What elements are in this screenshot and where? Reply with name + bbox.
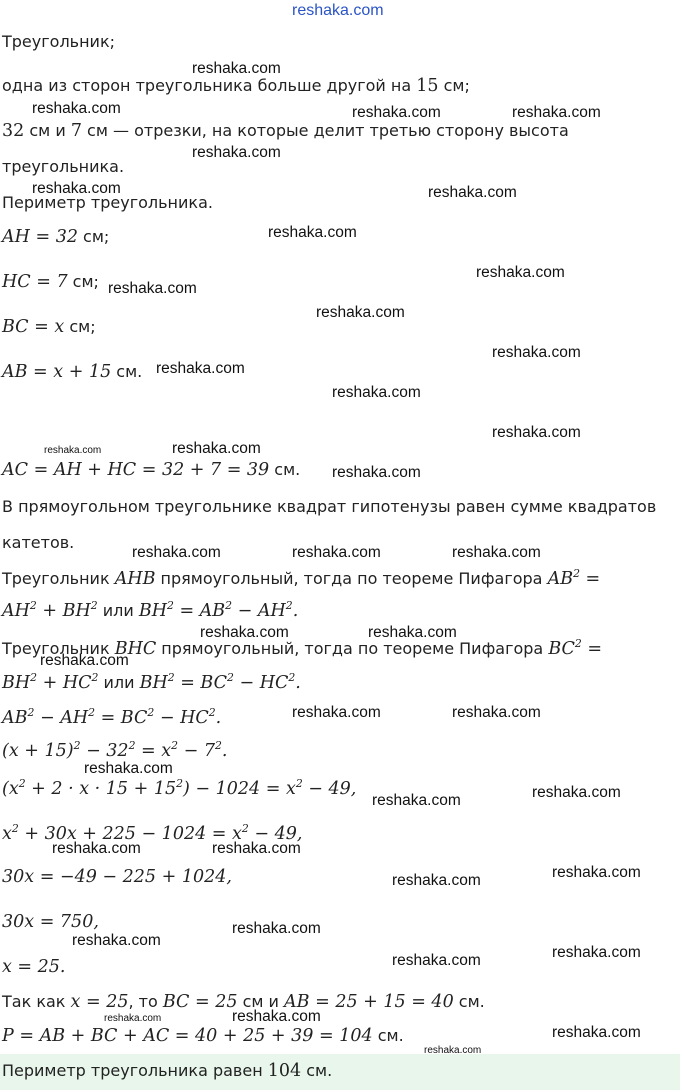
watermark: reshaka.com [172,440,261,457]
equation-3: $(x^2 + 2 \cdot x \cdot 15 + 15^2) - 1024 = x^2 - 49$, [2,777,357,799]
given-line-1: одна из сторон треугольника больше другой на 15 см; [2,76,470,96]
pythagoras-line-1: В прямоугольном треугольнике квадрат гипотенузы равен сумме квадратов [2,497,657,516]
conclusion-line: Так как x = 25, то BC = 25 см и AB = 25 + 15 = 40 см. [2,992,485,1012]
equation-2: $(x + 15)^2 - 32^2 = x^2 - 7^2$. [2,739,228,761]
eq-ah: AH = 32 см; [2,227,110,247]
watermark: reshaka.com [452,544,541,561]
watermark: reshaka.com [40,652,129,669]
eq-hc: HC = 7 см; [2,272,99,292]
watermark: reshaka.com [52,840,141,857]
watermark: reshaka.com [476,264,565,281]
watermark: reshaka.com [532,784,621,801]
watermark: reshaka.com [108,280,197,297]
watermark: reshaka.com [552,944,641,961]
watermark: reshaka.com [232,920,321,937]
watermark: reshaka.com [156,360,245,377]
pythagoras-line-2: катетов. [2,533,75,552]
perimeter-line: P = AB + BC + AC = 40 + 25 + 39 = 104 см. [2,1026,404,1046]
watermark: reshaka.com [332,384,421,401]
watermark: reshaka.com [428,184,517,201]
watermark: reshaka.com [452,704,541,721]
watermark: reshaka.com [32,100,121,117]
watermark: reshaka.com [232,1008,321,1025]
watermark: reshaka.com [268,224,357,241]
given-line-2: 32 см и 7 см — отрезки, на которые делит третью сторону высота [2,121,569,141]
watermark: reshaka.com [552,864,641,881]
watermark: reshaka.com [72,932,161,949]
equation-1: $AB^2 - AH^2 = BC^2 - HC^2$. [2,706,222,728]
watermark: reshaka.com [512,104,601,121]
watermark: reshaka.com [44,445,102,456]
equation-4: $x^2 + 30x + 225 - 1024 = x^2 - 49$, [2,822,303,844]
watermark: reshaka.com [552,1024,641,1041]
find-line: Периметр треугольника. [2,193,213,212]
watermark: reshaka.com [132,544,221,561]
watermark: reshaka.com [200,624,289,641]
given-line-2b: треугольника. [2,157,125,176]
watermark: reshaka.com [84,760,173,777]
watermark: reshaka.com [104,1013,162,1024]
watermark: reshaka.com [292,544,381,561]
equation-6: 30x = 750, [2,912,99,932]
watermark: reshaka.com [352,104,441,121]
watermark: reshaka.com [332,464,421,481]
eq-ac: AC = AH + HC = 32 + 7 = 39 см. [2,460,301,480]
triangle-bhc-line: Треугольник BHC прямоугольный, тогда по теореме Пифагора $BC^2$ = [2,637,603,659]
watermark: reshaka.com [292,704,381,721]
triangle-ahb-line-2: $AH^2 + BH^2$ или $BH^2 = AB^2 - AH^2$. [2,599,299,621]
watermark: reshaka.com [424,1045,482,1056]
watermark: reshaka.com [368,624,457,641]
site-watermark-link[interactable]: reshaka.com [292,2,384,19]
watermark: reshaka.com [212,840,301,857]
watermark: reshaka.com [32,180,121,197]
watermark: reshaka.com [192,144,281,161]
watermark: reshaka.com [492,344,581,361]
watermark: reshaka.com [192,60,281,77]
equation-5: 30x = −49 − 225 + 1024, [2,867,232,887]
watermark: reshaka.com [492,424,581,441]
answer-box [0,1054,680,1090]
triangle-ahb-line: Треугольник AHB прямоугольный, тогда по теореме Пифагора $AB^2$ = [2,567,601,589]
watermark: reshaka.com [392,872,481,889]
answer-text: Периметр треугольника равен 104 см. [2,1061,333,1081]
eq-ab: AB = x + 15 см. [2,362,143,382]
eq-bc: BC = x см; [2,317,96,337]
triangle-bhc-line-2: $BH^2 + HC^2$ или $BH^2 = BC^2 - HC^2$. [2,671,301,693]
equation-7: x = 25. [2,957,66,977]
watermark: reshaka.com [316,304,405,321]
watermark: reshaka.com [392,952,481,969]
watermark: reshaka.com [372,792,461,809]
given-label: Треугольник; [2,32,116,51]
